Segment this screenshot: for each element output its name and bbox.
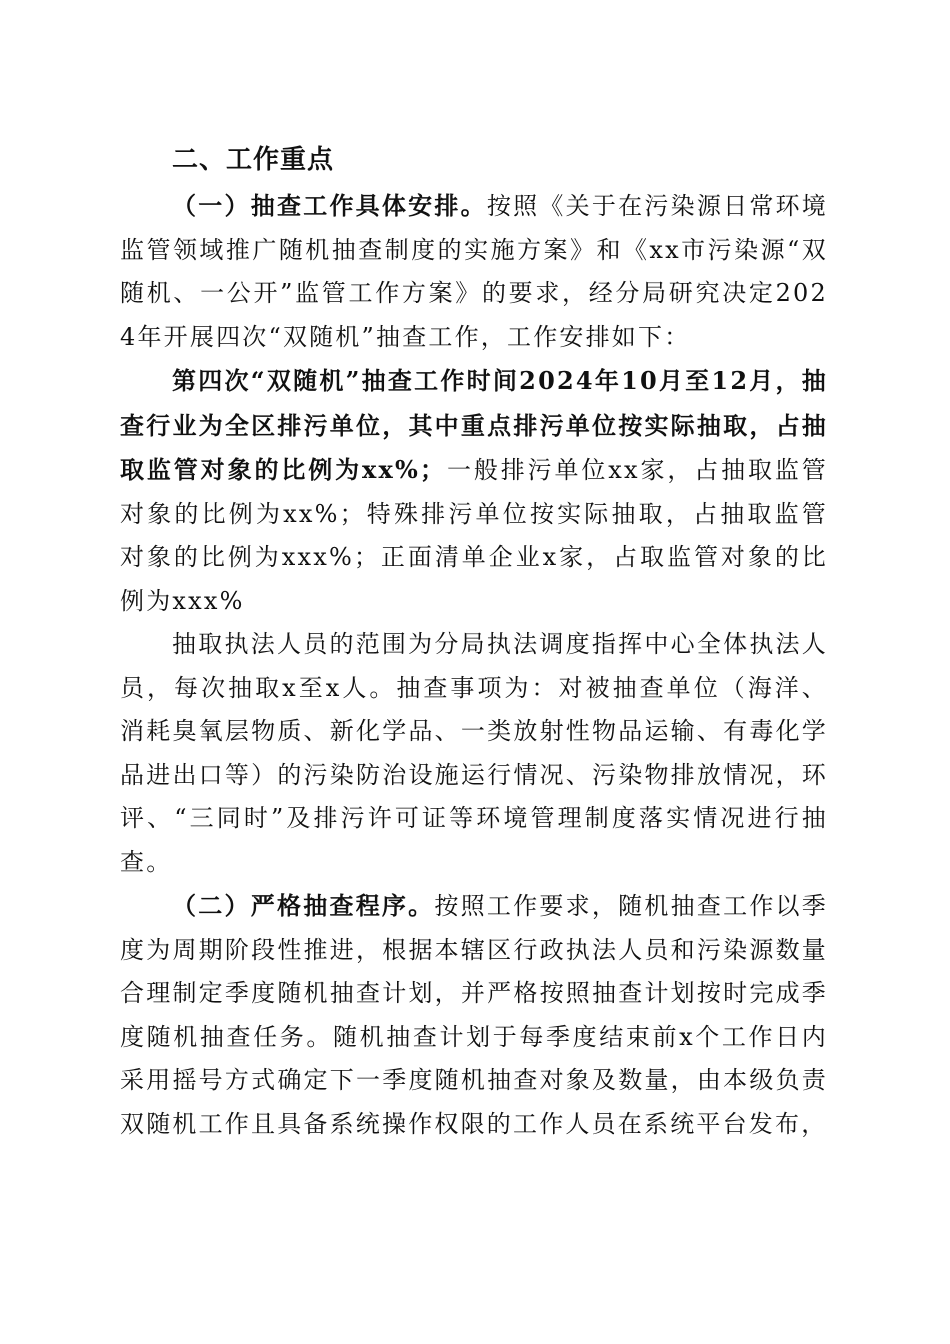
section-title: 二、工作重点: [172, 145, 335, 175]
document-body: [120, 140, 828, 1146]
paragraph-1-body: 按照《关于在污染源日常环境监管领域推广随机抽查制度的实施方案》和《xx市污染源“双随机、一公开”监管工作方案》的要求，经分局研究决定2024年开展四次“双随机”抽查工作，工作安排如下：: [120, 192, 828, 351]
paragraph-2-rest: 一般排污单位xx家，占抽取监管对象的比例为xx%；特殊排污单位按实际抽取，占抽取监管对象的比例为xxx%；正面清单企业x家，占取监管对象的比例为xxx%: [120, 456, 828, 615]
paragraph-3: 抽取执法人员的范围为分局执法调度指挥中心全体执法人员，每次抽取x至x人。抽查事项为：对被抽查单位（海洋、消耗臭氧层物质、新化学品、一类放射性物品运输、有毒化学品进出口等）的污染防治设施运行情况、污染物排放情况，环评、“三同时”及排污许可证等环境管理制度落实情况进行抽查。: [120, 630, 828, 876]
paragraph-4-lead: （二）严格抽查程序。: [172, 891, 435, 920]
paragraph-2-bold: 第四次“双随机”抽查工作时间2024年10月至12月，抽查行业为全区排污单位，其中重点排污单位按实际抽取，占抽取监管对象的比例为xx%；: [120, 366, 828, 484]
paragraph-1-lead: （一）抽查工作具体安排。: [172, 191, 487, 220]
paragraph-1: [120, 184, 828, 359]
paragraph-4: [120, 884, 828, 1146]
paragraph-4-body: 按照工作要求，随机抽查工作以季度为周期阶段性推进，根据本辖区行政执法人员和污染源数量合理制定季度随机抽查计划，并严格按照抽查计划按时完成季度随机抽查任务。随机抽查计划于每季度结束前x个工作日内采用摇号方式确定下一季度随机抽查对象及数量，由本级负责双随机工作且具备系统操作权限的工作人员在系统平台发布，: [120, 892, 829, 1138]
paragraph-2: [120, 359, 828, 623]
